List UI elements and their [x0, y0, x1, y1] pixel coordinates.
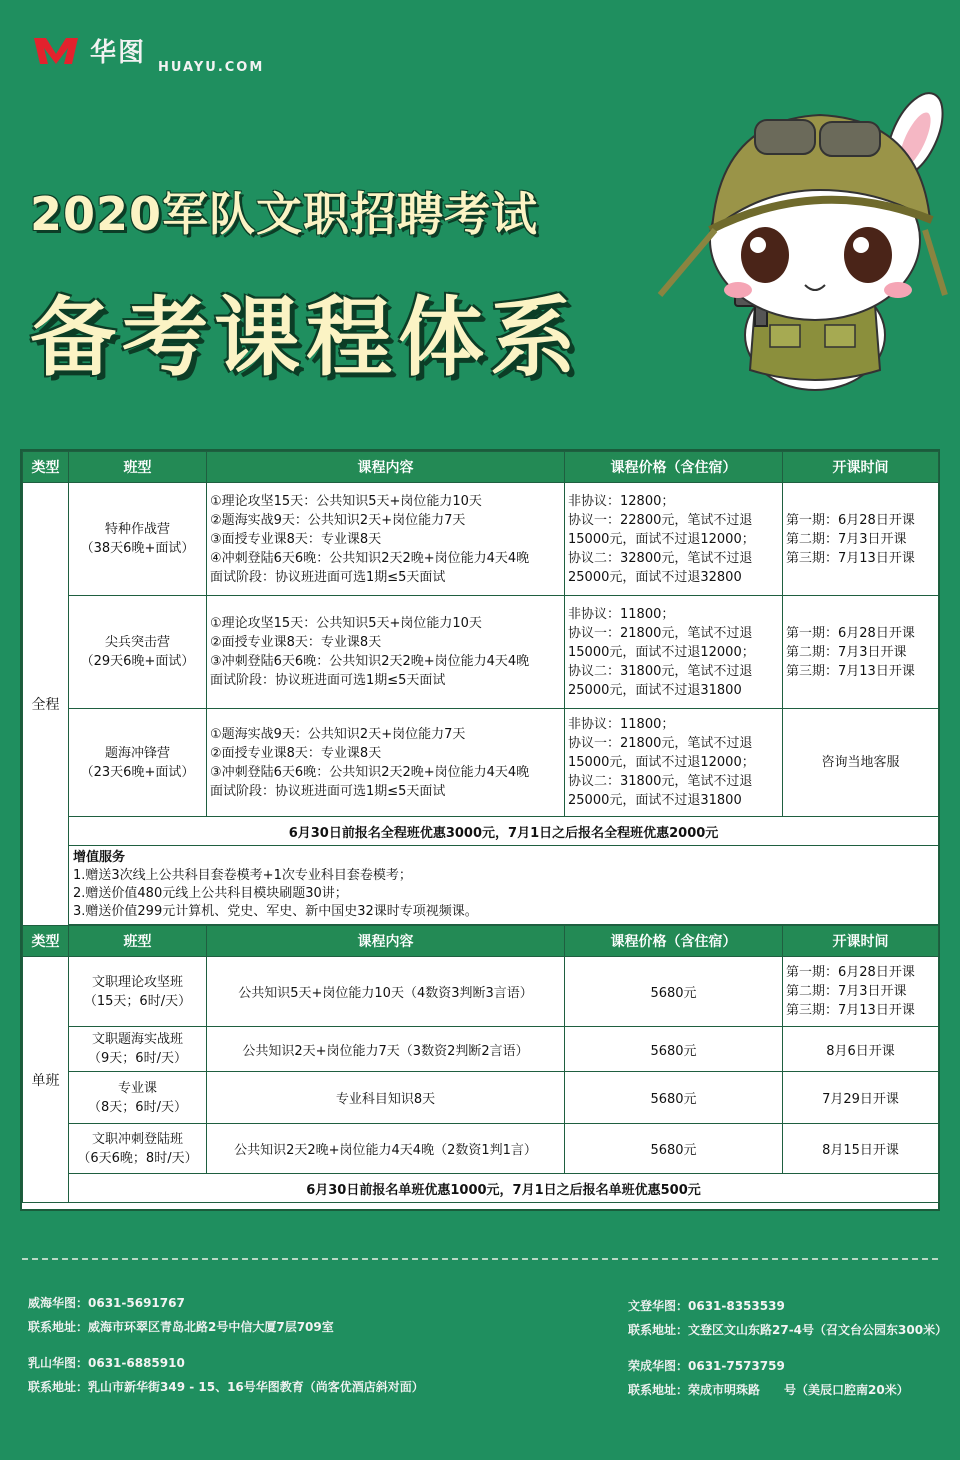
table-row	[23, 1027, 939, 1072]
contact-address: 联系地址：荣成市明珠路 号（美辰口腔南20米）	[628, 1383, 909, 1397]
time-cell: 咨询当地客服	[783, 709, 939, 817]
content-cell: ①理论攻坚15天：公共知识5天+岗位能力10天 ②题海实战9天：公共知识2天+岗位能力7天 ③面授专业课8天：专业课8天 ④冲刺登陆6天6晚：公共知识2天2晚+岗位能力4天4晚 面试阶段：协议班进面可选1期≤5天面试	[207, 483, 565, 596]
class-name-cell: 文职题海实战班 （9天；6时/天）	[69, 1027, 207, 1072]
single-discount-note: 6月30日前报名单班优惠1000元，7月1日之后报名单班优惠500元	[69, 1174, 939, 1203]
class-name-cell: 特种作战营 （38天6晚+面试）	[69, 483, 207, 596]
table-row	[23, 483, 939, 596]
contact-phone: 文登华图：0631-8353539	[628, 1299, 785, 1313]
logo-text: 华图	[90, 38, 147, 68]
contact-phone: 乳山华图：0631-6885910	[28, 1356, 185, 1370]
services-cell	[69, 846, 939, 925]
header-time: 开课时间	[783, 926, 939, 957]
contact-weihai	[28, 1294, 334, 1336]
services-title: 增值服务	[73, 850, 126, 865]
page-title: 备考课程体系	[30, 288, 582, 388]
course-table	[22, 451, 939, 1203]
logo-domain: HUAYU.COM	[158, 60, 265, 75]
full-discount-row	[23, 817, 939, 846]
table-row	[23, 1124, 939, 1174]
class-name-cell: 文职冲刺登陆班 （6天6晚；8时/天）	[69, 1124, 207, 1174]
content-cell: ①题海实战9天：公共知识2天+岗位能力7天 ②面授专业课8天：专业课8天 ③冲刺登陆6天6晚：公共知识2天2晚+岗位能力4天4晚 面试阶段：协议班进面可选1期≤5天面试	[207, 709, 565, 817]
contact-phone: 荣成华图：0631-7573759	[628, 1359, 785, 1373]
contact-wendeng	[628, 1297, 947, 1339]
services-item: 2.赠送价值480元线上公共科目模块刷题30讲；	[73, 886, 348, 901]
content-cell: 专业科目知识8天	[207, 1072, 565, 1124]
time-cell: 7月29日开课	[783, 1072, 939, 1124]
content-cell: 公共知识2天2晚+岗位能力4天4晚（2数资1判1言）	[207, 1124, 565, 1174]
price-cell: 5680元	[565, 957, 783, 1027]
contact-address: 联系地址：威海市环翠区青岛北路2号中信大厦7层709室	[28, 1320, 334, 1334]
contact-rongcheng	[628, 1357, 909, 1399]
table-header-full	[23, 452, 939, 483]
price-cell: 5680元	[565, 1072, 783, 1124]
content-cell: 公共知识2天+岗位能力7天（3数资2判断2言语）	[207, 1027, 565, 1072]
price-cell: 非协议：11800； 协议一：21800元，笔试不过退 15000元，面试不过退12000； 协议二：31800元，笔试不过退 25000元，面试不过退31800	[565, 596, 783, 709]
class-name-cell: 专业课 （8天；6时/天）	[69, 1072, 207, 1124]
mascot-soldier-rabbit-icon	[640, 80, 950, 400]
class-name-cell: 题海冲锋营 （23天6晚+面试）	[69, 709, 207, 817]
services-item: 3.赠送价值299元计算机、党史、军史、新中国史32课时专项视频课。	[73, 904, 478, 919]
table-row	[23, 596, 939, 709]
divider	[22, 1258, 938, 1260]
contact-rushan	[28, 1354, 424, 1396]
header-class: 班型	[69, 452, 207, 483]
type-full: 全程	[23, 483, 69, 926]
logo	[32, 30, 265, 76]
price-cell: 非协议：11800； 协议一：21800元，笔试不过退 15000元，面试不过退12000； 协议二：31800元，笔试不过退 25000元，面试不过退31800	[565, 709, 783, 817]
time-cell: 8月15日开课	[783, 1124, 939, 1174]
content-cell: ①理论攻坚15天：公共知识5天+岗位能力10天 ②面授专业课8天：专业课8天 ③冲刺登陆6天6晚：公共知识2天2晚+岗位能力4天4晚 面试阶段：协议班进面可选1期≤5天面试	[207, 596, 565, 709]
contact-address: 联系地址：文登区文山东路27-4号（召文台公园东300米）	[628, 1323, 948, 1337]
header-content: 课程内容	[207, 926, 565, 957]
header-price: 课程价格（含住宿）	[565, 926, 783, 957]
type-single: 单班	[23, 957, 69, 1203]
table-header-single	[23, 926, 939, 957]
contact-phone: 威海华图：0631-5691767	[28, 1296, 185, 1310]
services-item: 1.赠送3次线上公共科目套卷模考+1次专业科目套卷模考；	[73, 868, 412, 883]
single-discount-row	[23, 1174, 939, 1203]
class-name-cell: 尖兵突击营 （29天6晚+面试）	[69, 596, 207, 709]
page-subtitle: 2020军队文职招聘考试	[30, 187, 539, 241]
price-cell: 非协议：12800； 协议一：22800元，笔试不过退 15000元，面试不过退12000； 协议二：32800元，笔试不过退 25000元，面试不过退32800	[565, 483, 783, 596]
content-cell: 公共知识5天+岗位能力10天（4数资3判断3言语）	[207, 957, 565, 1027]
services-row	[23, 846, 939, 925]
header-time: 开课时间	[783, 452, 939, 483]
table-row	[23, 957, 939, 1027]
header-class: 班型	[69, 926, 207, 957]
table-row	[23, 709, 939, 817]
price-cell: 5680元	[565, 1124, 783, 1174]
time-cell: 第一期：6月28日开课 第二期：7月3日开课 第三期：7月13日开课	[783, 596, 939, 709]
course-table-panel	[20, 449, 940, 1211]
full-discount-note: 6月30日前报名全程班优惠3000元，7月1日之后报名全程班优惠2000元	[69, 817, 939, 846]
header-content: 课程内容	[207, 452, 565, 483]
huatu-logo-icon	[32, 34, 80, 68]
header-type: 类型	[23, 926, 69, 957]
header-type: 类型	[23, 452, 69, 483]
table-row	[23, 1072, 939, 1124]
price-cell: 5680元	[565, 1027, 783, 1072]
class-name-cell: 文职理论攻坚班 （15天；6时/天）	[69, 957, 207, 1027]
time-cell: 第一期：6月28日开课 第二期：7月3日开课 第三期：7月13日开课	[783, 483, 939, 596]
time-cell: 第一期：6月28日开课 第二期：7月3日开课 第三期：7月13日开课	[783, 957, 939, 1027]
header-price: 课程价格（含住宿）	[565, 452, 783, 483]
contact-address: 联系地址：乳山市新华街349 - 15、16号华图教育（尚客优酒店斜对面）	[28, 1380, 424, 1394]
time-cell: 8月6日开课	[783, 1027, 939, 1072]
